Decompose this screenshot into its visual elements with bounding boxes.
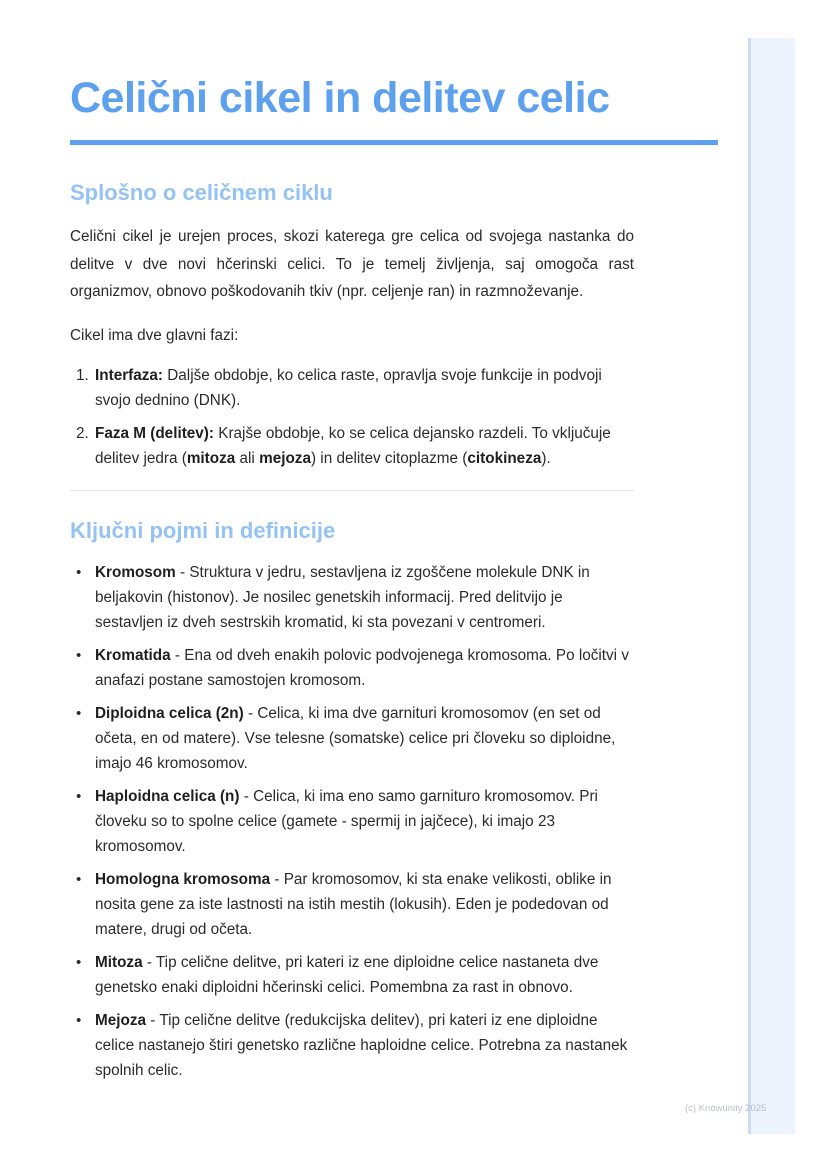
intro-paragraph: Celični cikel je urejen proces, skozi katerega gre celica od svojega nastanka do delitve v dve novi hčerinski celici. To je temelj življenja, saj omogoča rast organizmov, obnovo poškodovanih tkiv (npr. celjenje ran) in razmnoževanje. — [70, 228, 634, 300]
copyright-footer: (c) Knowunity 2025 — [685, 1103, 767, 1114]
phase-description: Daljše obdobje, ko celica raste, opravlja svoje funkcije in podvoji svojo dednino (DNK). — [95, 367, 602, 409]
phase-term: Faza M (delitev): — [95, 425, 214, 442]
document-page — [70, 70, 718, 1091]
term: Diploidna celica (2n) — [95, 705, 244, 722]
term-mejoza: mejoza — [259, 450, 311, 467]
list-item — [70, 560, 634, 635]
bullet-icon: • — [76, 564, 82, 581]
phase-description: ) in delitev citoplazme ( — [310, 450, 468, 467]
term: Kromatida — [95, 647, 171, 664]
list-item — [70, 867, 634, 942]
term: Haploidna celica (n) — [95, 788, 240, 805]
term: Homologna kromosoma — [95, 871, 271, 888]
term-mitoza: mitoza — [186, 450, 236, 467]
list-item — [70, 950, 634, 1000]
section-heading-general: Splošno o celičnem ciklu — [70, 180, 333, 205]
definition: - Struktura v jedru, sestavljena iz zgoščene molekule DNK in beljakovin (histonov). Je nosilec genetskih informacij. Pred delitvijo je sestavljen iz dveh sestrskih kromatid, ki sta povezani v centromeri. — [95, 564, 590, 631]
list-number: 1. — [76, 367, 89, 384]
definition: - Par kromosomov, ki sta enake velikosti, oblike in nosita gene za iste lastnosti na istih mestih (lokusih). Eden je podedovan od matere, drugi od očeta. — [95, 871, 612, 938]
phase-description: Krajše obdobje, ko se celica dejansko razdeli. To vključuje delitev jedra ( — [95, 425, 611, 467]
definition: - Ena od dveh enakih polovic podvojenega kromosoma. Po ločitvi v anafazi postane samostojen kromosom. — [95, 647, 629, 689]
side-margin-strip — [748, 38, 795, 1134]
phase-description: ali — [235, 450, 260, 467]
phase-item-interphase — [70, 363, 634, 413]
bullet-icon: • — [76, 871, 82, 888]
phase-item-m-phase — [70, 421, 634, 471]
bullet-icon: • — [76, 647, 82, 664]
term: Kromosom — [95, 564, 176, 581]
phase-description: ). — [541, 450, 551, 467]
bullet-icon: • — [76, 705, 82, 722]
list-item — [70, 784, 634, 859]
definition: - Celica, ki ima dve garnituri kromosomov (en set od očeta, en od matere). Vse telesne (somatske) celice pri človeku so diploidne, imajo 46 kromosomov. — [95, 705, 616, 772]
section-divider — [70, 490, 634, 491]
phase-term: Interfaza: — [95, 367, 163, 384]
key-terms-list — [70, 560, 634, 1083]
bullet-icon: • — [76, 954, 82, 971]
phases-intro: Cikel ima dve glavni fazi: — [70, 326, 239, 344]
definition: - Tip celične delitve, pri kateri iz ene diploidne celice nastaneta dve genetsko enaki diploidni hčerinski celici. Pomembna za rast in obnovo. — [95, 954, 599, 996]
definition: - Tip celične delitve (redukcijska delitev), pri kateri iz ene diploidne celice nastanejo štiri genetsko različne haploidne celice. Potrebna za nastanek spolnih celic. — [95, 1012, 628, 1079]
list-item — [70, 1008, 634, 1083]
definition: - Celica, ki ima eno samo garnituro kromosomov. Pri človeku so to spolne celice (gamete - spermij in jajčece), ki imajo 23 kromosomov. — [95, 788, 598, 855]
term: Mejoza — [95, 1012, 146, 1029]
title-underline — [70, 140, 718, 145]
phases-list — [70, 363, 634, 471]
document-content — [70, 179, 634, 1083]
bullet-icon: • — [76, 1012, 82, 1029]
term: Mitoza — [95, 954, 143, 971]
list-item — [70, 701, 634, 776]
term-citokineza: citokineza — [467, 450, 542, 467]
section-heading-key-terms: Ključni pojmi in definicije — [70, 518, 336, 543]
bullet-icon: • — [76, 788, 82, 805]
list-number: 2. — [76, 425, 89, 442]
list-item — [70, 643, 634, 693]
page-title: Celični cikel in delitev celic — [70, 74, 610, 122]
